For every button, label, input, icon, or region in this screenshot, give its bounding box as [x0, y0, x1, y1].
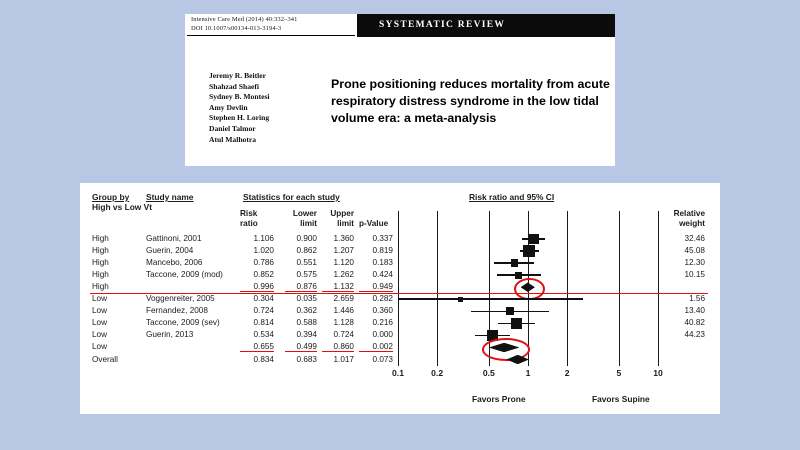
study-name-header: Study name	[146, 192, 194, 202]
cell-lower-limit: 0.862	[296, 246, 317, 256]
cell-upper-limit: 1.207	[333, 246, 354, 256]
cell-upper-limit: 0.724	[333, 330, 354, 340]
group-by-value: High vs Low Vt	[92, 202, 153, 212]
page-title	[331, 76, 610, 127]
col-risk-ratio-l2: ratio	[240, 218, 258, 228]
cell-upper-limit: 1.446	[333, 306, 354, 316]
cell-group: Low	[92, 330, 108, 340]
cell-risk-ratio: 0.834	[253, 354, 274, 364]
axis-tick	[437, 211, 438, 366]
col-upper-limit-l1: Upper	[330, 209, 354, 218]
col-lower-limit-l1: Lower	[292, 209, 317, 218]
plot-header: Risk ratio and 95% CI	[469, 192, 555, 202]
cell-p-value: 0.360	[372, 306, 393, 316]
cell-upper-limit: 1.360	[333, 234, 354, 243]
axis-tick-label: 0.1	[392, 368, 404, 378]
cell-p-value: 0.073	[372, 354, 393, 364]
cell-study: Voggenreiter, 2005	[146, 294, 215, 304]
effect-size-square	[515, 272, 522, 279]
cell-upper-limit: 1.017	[333, 354, 354, 364]
journal-header-bar	[185, 14, 615, 40]
cell-relative-weight: 13.40	[684, 306, 705, 316]
axis-tick-label: 5	[616, 368, 622, 378]
citation-rule	[187, 35, 355, 36]
cell-study: Gattinoni, 2001	[146, 234, 202, 243]
cell-risk-ratio: 1.020	[253, 246, 274, 256]
cell-p-value: 0.337	[372, 234, 393, 243]
col-relative-weight-l1: Relative	[673, 209, 705, 218]
group-by-header: Group by	[92, 192, 130, 202]
cell-group: High	[92, 258, 109, 268]
author-name: Stephen H. Loring	[209, 113, 270, 123]
cell-p-value: 0.949	[359, 282, 393, 292]
journal-citation-line2: DOI 10.1007/s00134-013-3194-3	[191, 24, 282, 32]
cell-study: Taccone, 2009 (mod)	[146, 270, 223, 280]
cell-group: Low	[92, 306, 108, 316]
cell-relative-weight: 45.08	[684, 246, 705, 256]
cell-group: High	[92, 246, 109, 256]
cell-relative-weight: 12.30	[684, 258, 705, 268]
cell-upper-limit: 1.120	[333, 258, 354, 268]
title-line: respiratory distress syndrome in the low tidal	[331, 94, 599, 108]
axis-tick	[567, 211, 568, 366]
forest-plot-area	[392, 211, 663, 383]
subtotal-highlight-ellipse	[514, 278, 545, 301]
axis-tick	[658, 211, 659, 366]
cell-lower-limit: 0.588	[296, 318, 317, 328]
cell-relative-weight: 40.82	[684, 318, 705, 328]
col-relative-weight-header	[663, 209, 705, 228]
cell-relative-weight: 10.15	[684, 270, 705, 280]
cell-upper-limit: 1.132	[322, 282, 354, 292]
cell-group: Low	[92, 294, 108, 304]
cell-p-value: 0.002	[359, 342, 393, 352]
author-name: Shahzad Shaefi	[209, 81, 260, 91]
cell-lower-limit: 0.575	[296, 270, 317, 280]
cell-upper-limit: 1.128	[333, 318, 354, 328]
cell-p-value: 0.183	[372, 258, 393, 268]
cell-lower-limit: 0.876	[285, 282, 317, 292]
cell-risk-ratio: 0.534	[253, 330, 274, 340]
title-line: volume era: a meta-analysis	[331, 111, 497, 125]
col-risk-ratio-header	[240, 209, 258, 228]
cell-risk-ratio: 0.786	[253, 258, 274, 268]
cell-upper-limit: 1.262	[333, 270, 354, 280]
author-name: Amy Devlin	[209, 102, 248, 112]
subgroup-divider-rule	[90, 293, 708, 295]
cell-group: Low	[92, 318, 108, 328]
cell-p-value: 0.819	[372, 246, 393, 256]
author-name: Atul Malhotra	[209, 134, 257, 144]
cell-p-value: 0.282	[372, 294, 393, 304]
cell-lower-limit: 0.683	[296, 354, 317, 364]
cell-risk-ratio: 0.655	[240, 342, 274, 352]
author-name: Sydney B. Montesi	[209, 92, 270, 102]
axis-tick-label: 1	[525, 368, 531, 378]
axis-tick-label: 0.5	[482, 368, 495, 378]
effect-size-square	[511, 259, 518, 266]
cell-study: Guerin, 2013	[146, 330, 194, 340]
axis-tick-label: 2	[564, 368, 570, 378]
cell-risk-ratio: 0.304	[253, 294, 274, 304]
cell-group: High	[92, 282, 109, 292]
cell-risk-ratio: 1.106	[253, 234, 274, 243]
effect-size-square	[529, 234, 539, 244]
cell-lower-limit: 0.499	[285, 342, 317, 352]
cell-upper-limit: 0.860	[322, 342, 354, 352]
author-list	[209, 71, 329, 145]
axis-tick	[398, 211, 399, 366]
cell-upper-limit: 2.659	[333, 294, 354, 304]
cell-lower-limit: 0.362	[296, 306, 317, 316]
journal-citation	[191, 16, 351, 33]
author-name: Daniel Talmor	[209, 123, 256, 133]
forest-plot-card	[80, 183, 720, 414]
cell-lower-limit: 0.394	[296, 330, 317, 340]
cell-risk-ratio: 0.814	[253, 318, 274, 328]
author-name: Jeremy R. Beitler	[209, 71, 266, 80]
favors-supine-label: Favors Supine	[592, 394, 650, 404]
section-band	[357, 14, 615, 37]
title-line: Prone positioning reduces mortality from acute	[331, 77, 610, 91]
cell-risk-ratio: 0.996	[240, 282, 274, 292]
cell-group: Overall	[92, 354, 118, 364]
cell-study: Guerin, 2004	[146, 246, 194, 256]
cell-lower-limit: 0.900	[296, 234, 317, 243]
cell-p-value: 0.424	[372, 270, 393, 280]
cell-p-value: 0.216	[372, 318, 393, 328]
journal-citation-line1: Intensive Care Med (2014) 40:332–341	[191, 16, 298, 23]
effect-size-square	[458, 297, 463, 302]
col-lower-limit-header	[283, 209, 317, 228]
cell-p-value: 0.000	[372, 330, 393, 340]
col-risk-ratio-l1: Risk	[240, 209, 258, 218]
confidence-interval-line	[398, 298, 583, 300]
cell-relative-weight: 44.23	[684, 330, 705, 340]
effect-size-square	[523, 245, 534, 256]
col-p-value-header: p-Value	[359, 218, 389, 228]
section-band-label: SYSTEMATIC REVIEW	[379, 20, 506, 30]
cell-group: High	[92, 234, 109, 243]
cell-relative-weight: 32.46	[684, 234, 705, 243]
cell-group: High	[92, 270, 109, 280]
col-relative-weight-l2: weight	[679, 218, 705, 228]
cell-study: Fernandez, 2008	[146, 306, 208, 316]
cell-risk-ratio: 0.852	[253, 270, 274, 280]
axis-tick-label: 0.2	[431, 368, 444, 378]
cell-study: Mancebo, 2006	[146, 258, 203, 268]
col-upper-limit-l2: limit	[337, 218, 354, 228]
col-lower-limit-l2: limit	[300, 218, 317, 228]
journal-article-card	[185, 14, 615, 166]
cell-group: Low	[92, 342, 108, 352]
cell-study: Taccone, 2009 (sev)	[146, 318, 220, 328]
cell-relative-weight: 1.56	[689, 294, 705, 304]
statistics-header: Statistics for each study	[243, 192, 340, 202]
col-upper-limit-header	[320, 209, 354, 228]
favors-prone-label: Favors Prone	[472, 394, 526, 404]
effect-size-square	[506, 307, 514, 315]
effect-size-square	[511, 318, 522, 329]
axis-tick	[619, 211, 620, 366]
axis-tick-label: 10	[653, 368, 663, 378]
cell-lower-limit: 0.035	[296, 294, 317, 304]
cell-risk-ratio: 0.724	[253, 306, 274, 316]
cell-lower-limit: 0.551	[296, 258, 317, 268]
